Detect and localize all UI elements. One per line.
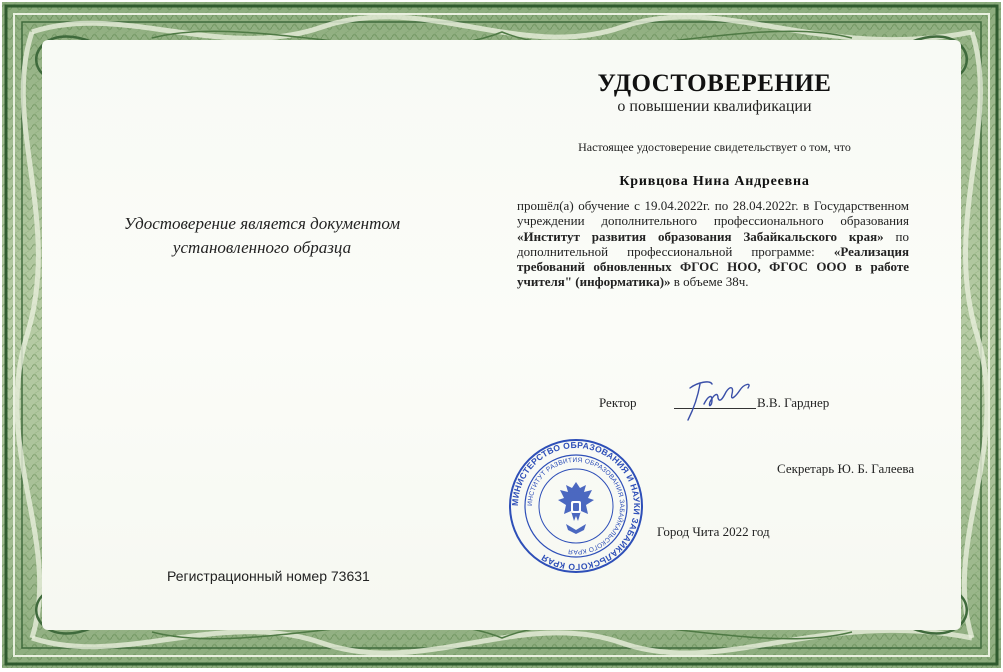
body-text-part2: по дополнительной профессиональной программе: [517, 228, 909, 259]
registration-number: Регистрационный номер 73631 [167, 568, 370, 584]
document-status-note: Удостоверение является документом установленного образца [123, 214, 401, 257]
body-text-part1: прошёл(а) обучение с 19.04.2022г. по 28.04.2022г. в Государственном учреждении дополнительного профессионального образования [517, 198, 909, 229]
rector-name: В.В. Гарднер [757, 395, 830, 410]
body-text-part3: в объеме 38ч. [670, 274, 749, 290]
rector-signature [676, 374, 758, 424]
stamp-inner-text: ИНСТИТУТ РАЗВИТИЯ ОБРАЗОВАНИЯ ЗАБАЙКАЛЬСКОГО КРАЯ [526, 456, 626, 556]
certificate-title: УДОСТОВЕРЕНИЕ [597, 70, 832, 97]
certificate-body [517, 198, 909, 290]
secretary-signature: Секретарь Ю. Б. Галеева [777, 461, 915, 476]
city-and-year: Город Чита 2022 год [657, 524, 770, 539]
recipient-name: Кривцова Нина Андреевна [619, 174, 810, 189]
certificate-subtitle: о повышении квалификации [617, 98, 812, 115]
program-name: «Реализация требований обновленных ФГОС НОО, ФГОС ООО в работе учителя" (информатика)» [517, 243, 909, 290]
official-seal-stamp [508, 438, 644, 574]
certificate-intro: Настоящее удостоверение свидетельствует о том, что [578, 140, 851, 154]
eagle-emblem-icon [558, 482, 594, 534]
certificate-field [42, 40, 961, 630]
institute-name: «Институт развития образования Забайкальского края» [517, 228, 884, 244]
rector-label: Ректор [599, 395, 637, 410]
stamp-outer-text: МИНИСТЕРСТВО ОБРАЗОВАНИЯ И НАУКИ ЗАБАЙКАЛЬСКОГО КРАЯ [509, 439, 643, 573]
certificate [2, 2, 1001, 668]
